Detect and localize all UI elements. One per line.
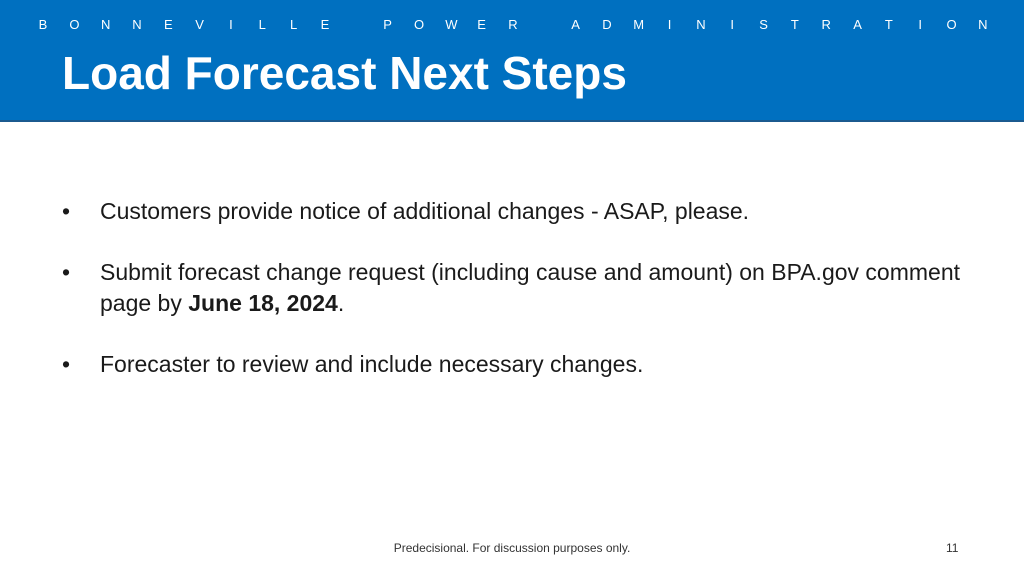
bullet-text: Customers provide notice of additional changes - ASAP, please. [100,198,750,224]
org-letter: L [258,17,266,32]
org-letter: P [383,17,392,32]
org-letter: A [571,17,580,32]
bullet-text: Submit forecast change request (including cause and amount) on BPA.gov comment page by [100,259,960,316]
page-number: 11 [946,541,959,555]
slide-title: Load Forecast Next Steps [62,47,627,99]
organization-name [38,17,988,32]
bullet-item [0,196,1024,227]
bullet-list [0,196,1024,410]
bullet-item [0,257,1024,319]
org-letter: T [884,17,893,32]
org-letter: N [132,17,142,32]
org-letter: M [633,17,645,32]
org-letter: N [100,17,111,32]
org-letter: S [759,17,768,32]
bullet-marker: • [61,259,71,285]
org-letter: B [38,17,48,32]
org-letter: I [667,17,672,32]
bullet-marker: • [61,198,71,224]
org-letter: O [946,17,957,32]
org-letter: E [320,17,330,32]
org-letter: E [163,17,173,32]
footer-disclaimer: Predecisional. For discussion purposes only. [393,541,631,555]
slide-header [0,0,1024,122]
org-letter: O [413,17,425,32]
bullet-text: Forecaster to review and include necessary changes. [100,351,644,377]
org-letter: V [195,17,204,32]
bullet-text-end: . [337,290,345,316]
org-letter: I [918,17,922,32]
org-letter: N [696,17,706,32]
org-letter: I [730,17,735,32]
org-letter: I [229,17,233,32]
org-letter: E [477,17,486,32]
org-letter: O [69,17,80,32]
org-letter [539,17,549,32]
org-letter: R [508,17,518,32]
org-letter: A [853,17,862,32]
org-letter: N [978,17,988,32]
org-letter: T [790,17,799,32]
deadline-date: June 18, 2024 [188,290,338,316]
org-letter: W [445,17,458,32]
org-letter [351,17,361,32]
bullet-item [0,349,1024,380]
org-letter: R [821,17,831,32]
org-letter: L [290,17,298,32]
bullet-marker: • [61,351,71,377]
org-letter: D [602,17,612,32]
